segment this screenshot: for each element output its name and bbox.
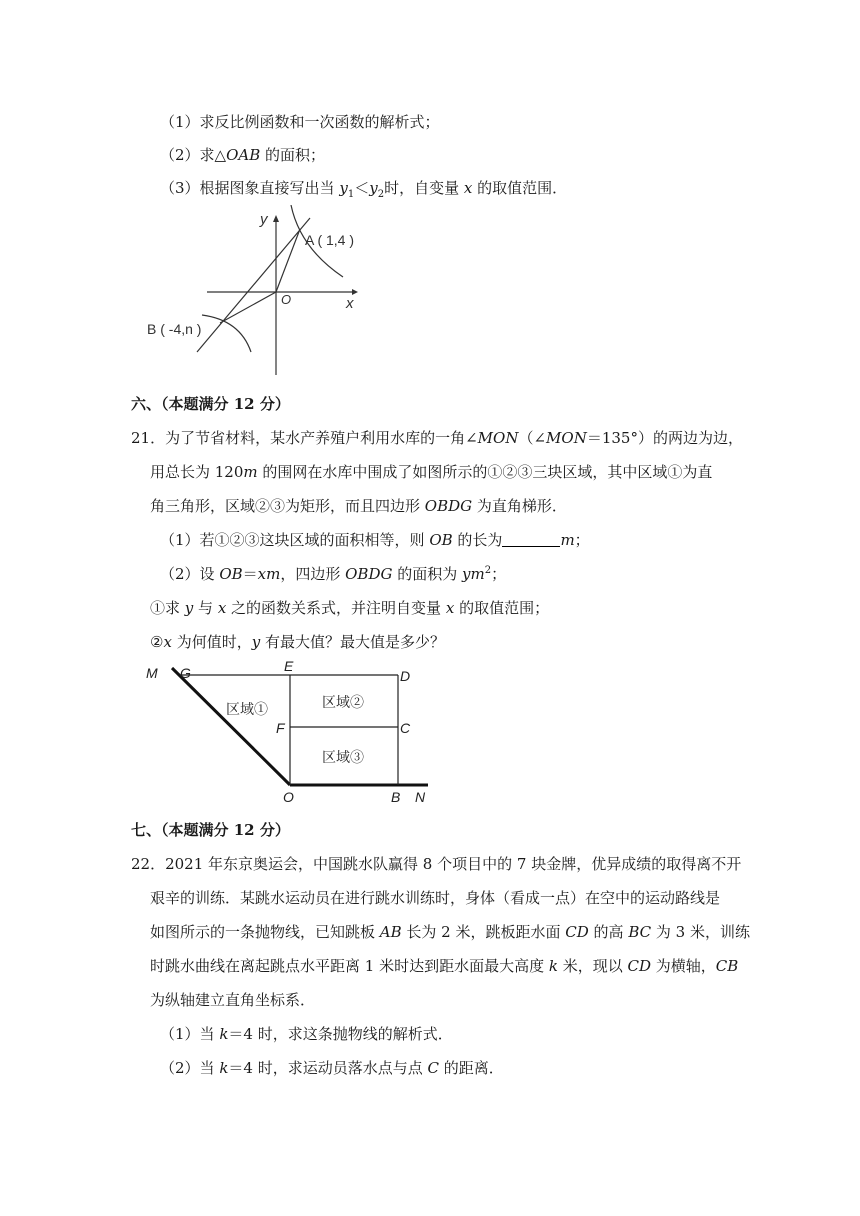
answer-blank [502,531,560,547]
q22-sub2: （2）当 k＝4 时，求运动员落水点与点 C 的距离． [160,1059,504,1077]
q22-line-5: 为纵轴建立直角坐标系． [150,991,316,1009]
label-m: M [146,665,158,681]
point-b-label: B ( -4,n ) [147,321,202,337]
region-1-label: 区域① [226,701,268,717]
linear-function-line [197,218,310,352]
segment-oa [276,229,300,292]
q20-sub3: （3）根据图象直接写出当 $y_1<y_2$时，自变量 x 的取值范围． [160,179,568,200]
q21-item1: ①求 y 与 x 之的函数关系式，并注明自变量 x 的取值范围； [150,599,550,617]
q21-item2: ②x 为何值时，y 有最大值？最大值是多少？ [150,633,445,651]
region-3-label: 区域③ [322,749,364,765]
q22-line-2: 艰辛的训练．某跳水运动员在进行跳水训练时，身体（看成一点）在空中的运动路线是 [150,889,721,907]
q20-sub2: （2）求△OAB 的面积； [160,146,326,164]
segment-ob [220,292,276,323]
point-a-label: A ( 1,4 ) [305,232,355,248]
label-n: N [415,789,426,805]
q22-line-3: 如图所示的一条抛物线，已知跳板 AB 长为 2 米，跳板距水面 CD 的高 BC 为 3 米，训练 [150,923,750,941]
q20-function-graph [140,205,380,380]
label-o: O [283,789,294,805]
section-7-heading: 七、（本题满分 12 分） [131,821,290,839]
q20-sub1: （1）求反比例函数和一次函数的解析式； [160,113,440,131]
section-6-heading: 六、（本题满分 12 分） [131,395,290,413]
label-c: C [400,720,411,736]
label-f: F [276,720,285,736]
q21-line-3: 角三角形，区域②③为矩形，而且四边形 OBDG 为直角梯形． [150,497,567,515]
label-e: E [284,660,294,674]
origin-label: O [281,292,292,307]
q21-line-1: 21．为了节省材料，某水产养殖户利用水库的一角∠MON（∠MON＝135°）的两边为边， [131,429,743,447]
q21-line-2: 用总长为 120m 的围网在水库中围成了如图所示的①②③三块区域，其中区域①为直 [150,463,713,481]
edge-om [172,668,290,785]
q21-sub1: （1）若①②③这块区域的面积相等，则 OB 的长为 m； [160,531,590,549]
q22-line-4: 时跳水曲线在离起跳点水平距离 1 米时达到距水面最大高度 k 米，现以 CD 为横轴，CB [150,957,739,975]
label-b: B [391,789,401,805]
q22-line-1: 22．2021 年东京奥运会，中国跳水队赢得 8 个项目中的 7 块金牌，优异成绩的取得离不开 [131,855,742,873]
label-d: D [400,668,411,684]
hyperbola-branch-third-quadrant [202,315,251,352]
y-axis-arrow-icon [273,215,279,222]
region-2-label: 区域② [322,694,364,710]
q22-sub1: （1）当 k＝4 时，求这条抛物线的解析式． [160,1025,453,1043]
x-axis-label: x [346,295,354,312]
label-g: G [180,665,191,681]
y-axis-label: y [260,211,268,228]
q21-sub2: （2）设 OB＝xm，四边形 OBDG 的面积为 $ym^2$； [160,565,507,583]
q21-reservoir-figure [140,660,440,810]
